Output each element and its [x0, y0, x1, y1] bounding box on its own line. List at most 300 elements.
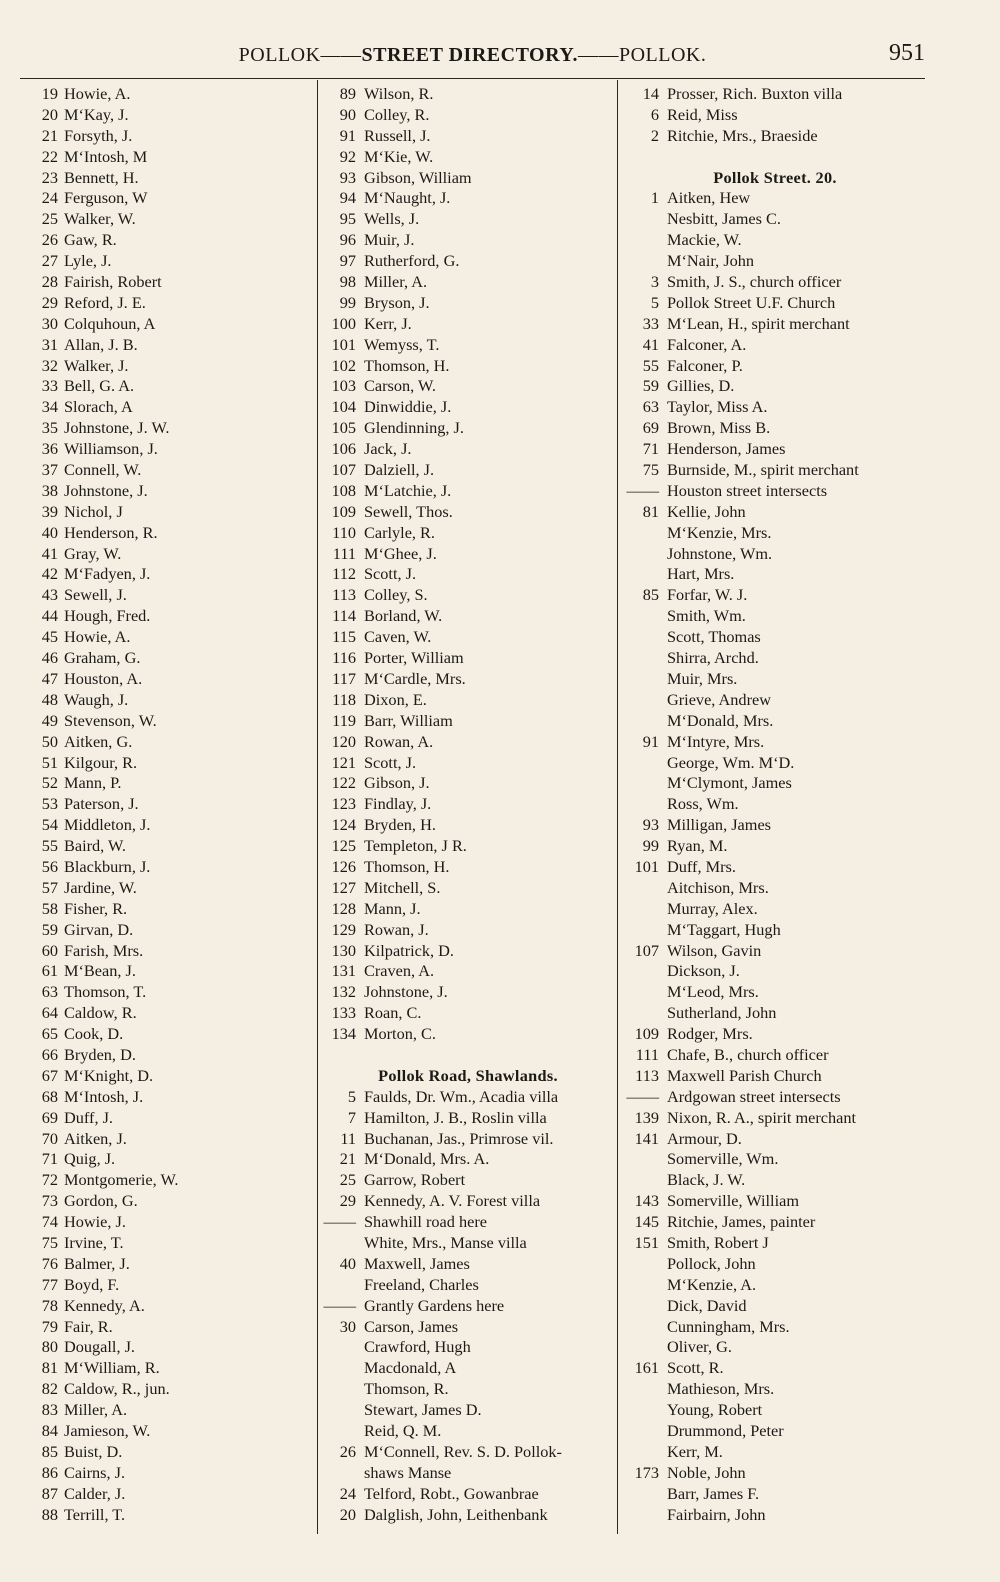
directory-entry	[26, 523, 316, 544]
house-number: 85	[41, 1441, 58, 1461]
directory-entry	[625, 1317, 925, 1338]
resident-name: Kerr, J.	[364, 313, 412, 333]
directory-entry	[322, 878, 614, 899]
directory-entry	[26, 1108, 316, 1129]
directory-entry	[322, 1170, 614, 1191]
house-number: 77	[41, 1274, 58, 1294]
directory-entry	[625, 773, 925, 794]
resident-name: Colley, S.	[364, 585, 428, 605]
directory-entry	[625, 314, 925, 335]
resident-name: Craven, A.	[364, 961, 435, 981]
resident-name: Taylor, Miss A.	[667, 397, 768, 417]
resident-name: Kerr, M.	[667, 1441, 723, 1461]
resident-name: Gray, W.	[64, 543, 122, 563]
house-number: 122	[331, 773, 356, 793]
directory-entry	[625, 1254, 925, 1275]
house-number: 41	[642, 334, 659, 354]
resident-name: M‘Knight, D.	[64, 1065, 154, 1085]
house-number: 128	[331, 898, 356, 918]
resident-name: Duff, Mrs.	[667, 856, 736, 876]
directory-entry	[625, 878, 925, 899]
directory-entry	[625, 1484, 925, 1505]
resident-name: Girvan, D.	[64, 919, 134, 939]
house-number: 116	[332, 648, 356, 668]
directory-entry	[322, 126, 614, 147]
house-number: 6	[650, 104, 659, 124]
house-number: 110	[332, 522, 356, 542]
directory-entry	[26, 1066, 316, 1087]
house-number: 90	[339, 104, 356, 124]
directory-entry	[26, 753, 316, 774]
directory-entry	[625, 1003, 925, 1024]
directory-entry	[322, 168, 614, 189]
resident-name: M‘Nair, John	[667, 251, 755, 271]
house-number: 118	[332, 689, 356, 709]
directory-entry	[625, 481, 925, 502]
house-number: 103	[331, 376, 356, 396]
house-number: 104	[331, 397, 356, 417]
resident-name: Gaw, R.	[64, 230, 117, 250]
directory-entry	[322, 335, 614, 356]
house-number: 113	[635, 1065, 659, 1085]
directory-entry	[625, 753, 925, 774]
house-number: 39	[41, 501, 58, 521]
resident-name: Murray, Alex.	[667, 898, 758, 918]
directory-entry	[625, 836, 925, 857]
resident-name: M‘Ghee, J.	[364, 543, 437, 563]
directory-entry	[322, 293, 614, 314]
house-number: 32	[41, 355, 58, 375]
house-number: 34	[41, 397, 58, 417]
directory-entry	[26, 481, 316, 502]
directory-entry	[625, 1108, 925, 1129]
resident-name: Ferguson, W	[64, 188, 148, 208]
resident-name: M‘Kay, J.	[64, 104, 129, 124]
directory-column-3	[625, 84, 925, 1525]
resident-name: Houston, A.	[64, 668, 143, 688]
house-number: 76	[41, 1253, 58, 1273]
house-number: 63	[41, 982, 58, 1002]
resident-name: Gibson, J.	[364, 773, 430, 793]
resident-name: Miller, A.	[364, 272, 428, 292]
resident-name: Colley, R.	[364, 104, 430, 124]
house-number: 78	[41, 1295, 58, 1315]
directory-entry	[26, 857, 316, 878]
resident-name: Forsyth, J.	[64, 125, 133, 145]
directory-entry	[322, 836, 614, 857]
resident-name: Gordon, G.	[64, 1191, 138, 1211]
resident-name: Ritchie, James, painter	[667, 1212, 816, 1232]
directory-entry	[26, 126, 316, 147]
resident-name: M‘Fadyen, J.	[64, 564, 151, 584]
house-number: 93	[642, 815, 659, 835]
house-number: 91	[642, 731, 659, 751]
running-title-right: POLLOK.	[618, 44, 707, 66]
house-number: 31	[41, 334, 58, 354]
directory-entry	[322, 732, 614, 753]
resident-name: Johnstone, J.	[64, 480, 148, 500]
house-number: 139	[634, 1107, 659, 1127]
resident-name: Terrill, T.	[64, 1504, 126, 1524]
resident-name: M‘William, R.	[64, 1358, 160, 1378]
house-number: 82	[41, 1379, 58, 1399]
directory-entry	[322, 961, 614, 982]
directory-entry	[625, 648, 925, 669]
resident-name: Walker, J.	[64, 355, 129, 375]
house-number: 65	[41, 1024, 58, 1044]
house-number: 132	[331, 982, 356, 1002]
directory-entry	[322, 502, 614, 523]
resident-name: Middleton, J.	[64, 815, 151, 835]
directory-entry	[625, 126, 925, 147]
resident-name: Aitken, G.	[64, 731, 133, 751]
header-rule	[20, 78, 925, 79]
house-number: 71	[642, 439, 659, 459]
house-number: 113	[332, 585, 356, 605]
directory-entry	[625, 669, 925, 690]
house-number: 111	[635, 1044, 659, 1064]
resident-name: M‘Intosh, M	[64, 146, 148, 166]
house-number: 48	[41, 689, 58, 709]
resident-name: Ross, Wm.	[667, 794, 739, 814]
house-number: 27	[41, 251, 58, 271]
directory-entry	[322, 230, 614, 251]
directory-entry	[625, 523, 925, 544]
directory-entry	[26, 147, 316, 168]
directory-entry	[322, 1463, 614, 1484]
resident-name: Barr, William	[364, 710, 453, 730]
resident-name: Carson, W.	[364, 376, 436, 396]
house-number: 143	[634, 1191, 659, 1211]
house-number: 53	[41, 794, 58, 814]
directory-entry	[322, 711, 614, 732]
resident-name: Caldow, R., jun.	[64, 1379, 170, 1399]
house-number: 42	[41, 564, 58, 584]
house-number: 84	[41, 1421, 58, 1440]
house-number: 81	[41, 1358, 58, 1378]
directory-entry	[322, 1212, 614, 1233]
resident-name: Gibson, William	[364, 167, 472, 187]
resident-name: Muir, J.	[364, 230, 415, 250]
house-number: 102	[331, 355, 356, 375]
directory-entry	[26, 732, 316, 753]
directory-entry	[322, 941, 614, 962]
directory-entry	[625, 690, 925, 711]
directory-entry	[625, 961, 925, 982]
resident-name: Johnstone, J. W.	[64, 418, 170, 438]
directory-entry	[322, 669, 614, 690]
directory-entry	[322, 753, 614, 774]
resident-name: Balmer, J.	[64, 1253, 130, 1273]
resident-name: Brown, Miss B.	[667, 418, 771, 438]
directory-entry	[26, 1170, 316, 1191]
directory-entry	[625, 815, 925, 836]
resident-name: Sewell, J.	[64, 585, 127, 605]
directory-entry	[625, 230, 925, 251]
resident-name: Connell, W.	[64, 460, 142, 480]
directory-entry	[26, 209, 316, 230]
directory-entry	[26, 627, 316, 648]
house-number: 107	[331, 460, 356, 480]
resident-name: Caven, W.	[364, 627, 432, 647]
house-number: 5	[650, 292, 659, 312]
directory-entry	[322, 1505, 614, 1526]
house-number: 45	[41, 627, 58, 647]
running-title-left: POLLOK	[238, 44, 321, 66]
house-number: 29	[339, 1191, 356, 1211]
resident-name: Ritchie, Mrs., Braeside	[667, 125, 818, 145]
directory-entry	[625, 606, 925, 627]
resident-name: Telford, Robt., Gowanbrae	[364, 1483, 539, 1503]
house-number: 127	[331, 877, 356, 897]
house-number: 131	[331, 961, 356, 981]
house-number: 151	[634, 1232, 659, 1252]
resident-name: M‘Donald, Mrs.	[667, 710, 774, 730]
house-number: 99	[642, 836, 659, 856]
resident-name: Mitchell, S.	[364, 877, 441, 897]
directory-entry	[26, 1087, 316, 1108]
resident-name: Borland, W.	[364, 606, 443, 626]
directory-entry	[26, 1149, 316, 1170]
house-number: 100	[331, 313, 356, 333]
house-number: 98	[339, 272, 356, 292]
directory-entry	[322, 84, 614, 105]
house-number: 87	[41, 1483, 58, 1503]
resident-name: Somerville, Wm.	[667, 1149, 779, 1169]
house-number: 49	[41, 710, 58, 730]
resident-name: Dinwiddie, J.	[364, 397, 452, 417]
house-number: 52	[41, 773, 58, 793]
directory-entry	[322, 857, 614, 878]
house-number: 30	[41, 313, 58, 333]
resident-name: M‘Latchie, J.	[364, 480, 452, 500]
directory-entry	[625, 439, 925, 460]
resident-name: Armour, D.	[667, 1128, 742, 1148]
directory-entry	[625, 1505, 925, 1526]
section-gap	[625, 147, 925, 168]
resident-name: Pollok Street U.F. Church	[667, 292, 836, 312]
resident-name: Scott, R.	[667, 1358, 724, 1378]
directory-entry	[322, 1296, 614, 1317]
directory-entry	[322, 920, 614, 941]
directory-entry	[625, 1296, 925, 1317]
column-3-entries-bottom	[625, 188, 925, 1525]
house-number: 123	[331, 794, 356, 814]
running-title: POLLOK——STREET DIRECTORY.——POLLOK.	[238, 44, 707, 66]
directory-entry	[625, 585, 925, 606]
directory-entry	[625, 857, 925, 878]
house-number: 101	[634, 856, 659, 876]
house-number: 129	[331, 919, 356, 939]
resident-name: Aitken, Hew	[667, 188, 751, 208]
directory-entry	[26, 711, 316, 732]
resident-name: Stevenson, W.	[64, 710, 157, 730]
directory-entry	[322, 899, 614, 920]
resident-name: Rowan, A.	[364, 731, 434, 751]
directory-entry	[26, 899, 316, 920]
directory-entry	[26, 1484, 316, 1505]
directory-entry	[26, 544, 316, 565]
house-number: 120	[331, 731, 356, 751]
directory-entry	[625, 899, 925, 920]
house-number: 22	[41, 146, 58, 166]
directory-entry	[26, 1212, 316, 1233]
house-number: 29	[41, 292, 58, 312]
house-number: 63	[642, 397, 659, 417]
resident-name: Scott, J.	[364, 564, 417, 584]
directory-entry	[322, 209, 614, 230]
directory-entry	[26, 648, 316, 669]
directory-entry	[322, 982, 614, 1003]
house-number: 107	[634, 940, 659, 960]
directory-entry	[26, 1317, 316, 1338]
resident-name: Falconer, A.	[667, 334, 747, 354]
resident-name: Howie, A.	[64, 84, 131, 103]
resident-name: Sutherland, John	[667, 1003, 777, 1023]
resident-name: Chafe, B., church officer	[667, 1044, 829, 1064]
resident-name: Maxwell, James	[364, 1253, 470, 1273]
house-number: 54	[41, 815, 58, 835]
house-number: 81	[642, 501, 659, 521]
house-number: 55	[41, 836, 58, 856]
house-number: 83	[41, 1400, 58, 1420]
directory-entry	[26, 585, 316, 606]
resident-name: Farish, Mrs.	[64, 940, 144, 960]
resident-name: Reid, Miss	[667, 104, 738, 124]
resident-name: Mathieson, Mrs.	[667, 1379, 775, 1399]
house-number: 40	[41, 522, 58, 542]
house-number: 3	[650, 272, 659, 292]
house-number: 134	[331, 1024, 356, 1044]
resident-name: Bell, G. A.	[64, 376, 135, 396]
house-number: 30	[339, 1316, 356, 1336]
directory-entry	[26, 1129, 316, 1150]
directory-entry	[625, 1233, 925, 1254]
directory-entry	[322, 523, 614, 544]
resident-name: Wilson, R.	[364, 84, 434, 103]
house-number: 43	[41, 585, 58, 605]
directory-entry	[26, 460, 316, 481]
resident-name: M‘Donald, Mrs. A.	[364, 1149, 490, 1169]
resident-name: Fisher, R.	[64, 898, 128, 918]
directory-entry	[322, 272, 614, 293]
resident-name: Slorach, A	[64, 397, 133, 417]
house-number: 101	[331, 334, 356, 354]
resident-name: White, Mrs., Manse villa	[364, 1232, 527, 1252]
resident-name: Wells, J.	[364, 209, 420, 229]
house-number: 33	[41, 376, 58, 396]
resident-name: Aitken, J.	[64, 1128, 127, 1148]
resident-name: Kellie, John	[667, 501, 746, 521]
directory-entry	[26, 1254, 316, 1275]
resident-name: Kennedy, A.	[64, 1295, 145, 1315]
resident-name: Maxwell Parish Church	[667, 1065, 822, 1085]
resident-name: M‘Connell, Rev. S. D. Pollok-	[364, 1441, 562, 1461]
house-number: 24	[41, 188, 58, 208]
house-number: ——	[323, 1295, 356, 1315]
resident-name: Johnstone, J.	[364, 982, 448, 1002]
resident-name: Houston street intersects	[667, 480, 828, 500]
house-number: 57	[41, 877, 58, 897]
house-number: 96	[339, 230, 356, 250]
resident-name: M‘Intyre, Mrs.	[667, 731, 765, 751]
resident-name: Roan, C.	[364, 1003, 422, 1023]
house-number: 89	[339, 84, 356, 103]
section-heading-pollok-road: Pollok Road, Shawlands.	[378, 1065, 558, 1085]
directory-entry	[625, 502, 925, 523]
directory-entry	[26, 439, 316, 460]
directory-entry	[322, 1358, 614, 1379]
resident-name: M‘Naught, J.	[364, 188, 451, 208]
house-number: 61	[41, 961, 58, 981]
house-number: 161	[634, 1358, 659, 1378]
house-number: 25	[41, 209, 58, 229]
directory-entry	[625, 105, 925, 126]
resident-name: Jack, J.	[364, 439, 412, 459]
directory-entry	[26, 794, 316, 815]
directory-entry	[26, 920, 316, 941]
resident-name: Nichol, J	[64, 501, 123, 521]
resident-name: Williamson, J.	[64, 439, 158, 459]
directory-entry	[26, 84, 316, 105]
resident-name: Allan, J. B.	[64, 334, 138, 354]
resident-name: Hart, Mrs.	[667, 564, 735, 584]
resident-name: Shirra, Archd.	[667, 648, 759, 668]
directory-entry	[625, 1045, 925, 1066]
resident-name: Dalglish, John, Leithenbank	[364, 1504, 548, 1524]
resident-name: Oliver, G.	[667, 1337, 732, 1357]
resident-name: Fairish, Robert	[64, 272, 162, 292]
directory-entry	[322, 1129, 614, 1150]
house-number: 21	[41, 125, 58, 145]
house-number: 71	[41, 1149, 58, 1169]
house-number: 114	[332, 606, 356, 626]
house-number: 50	[41, 731, 58, 751]
house-number: 5	[347, 1086, 356, 1106]
directory-entry	[26, 376, 316, 397]
resident-name: M‘Lean, H., spirit merchant	[667, 313, 850, 333]
resident-name: Sewell, Thos.	[364, 501, 453, 521]
resident-name: Nesbitt, James C.	[667, 209, 781, 229]
directory-entry	[625, 1337, 925, 1358]
directory-entry	[322, 648, 614, 669]
resident-name: Graham, G.	[64, 648, 141, 668]
directory-entry	[26, 941, 316, 962]
directory-entry	[26, 502, 316, 523]
house-number: 7	[347, 1107, 356, 1127]
resident-name: George, Wm. M‘D.	[667, 752, 795, 772]
house-number: 111	[332, 543, 356, 563]
directory-entry	[625, 1149, 925, 1170]
resident-name: Howie, J.	[64, 1212, 126, 1232]
resident-name: Dickson, J.	[667, 961, 740, 981]
house-number: 106	[331, 439, 356, 459]
directory-entry	[322, 815, 614, 836]
resident-name: Prosser, Rich. Buxton villa	[667, 84, 843, 103]
directory-entry	[26, 230, 316, 251]
resident-name: Hamilton, J. B., Roslin villa	[364, 1107, 547, 1127]
house-number: 141	[634, 1128, 659, 1148]
directory-entry	[625, 272, 925, 293]
house-number: 51	[41, 752, 58, 772]
house-number: 14	[642, 84, 659, 103]
directory-entry	[26, 1379, 316, 1400]
directory-entry	[26, 606, 316, 627]
resident-name: Buchanan, Jas., Primrose vil.	[364, 1128, 554, 1148]
running-title-center: STREET DIRECTORY.	[361, 44, 578, 66]
directory-entry	[625, 1087, 925, 1108]
column-divider-2	[617, 80, 618, 1534]
